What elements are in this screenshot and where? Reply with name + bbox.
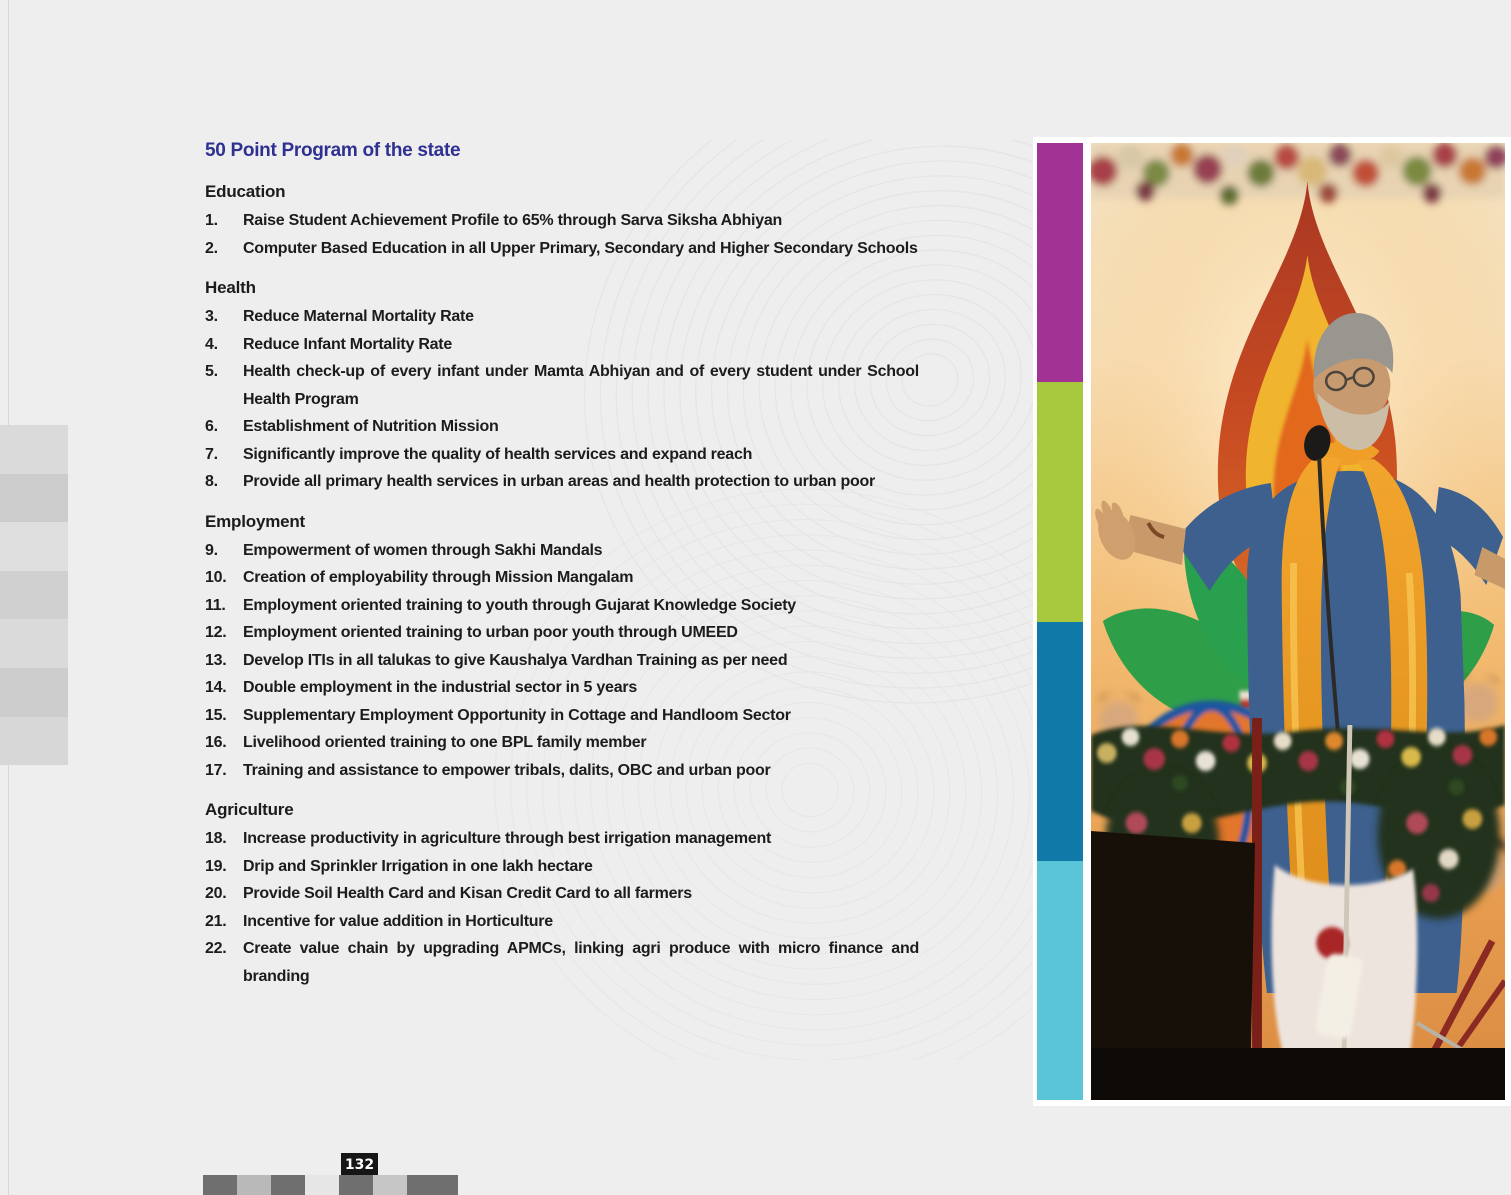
list-item bbox=[205, 935, 919, 990]
section-items bbox=[205, 825, 919, 990]
item-text: Create value chain by upgrading APMCs, linking agri produce with micro finance and branding bbox=[243, 940, 919, 985]
item-text: Training and assistance to empower tribals, dalits, OBC and urban poor bbox=[243, 761, 771, 779]
accent-bar-strip bbox=[1037, 143, 1083, 1100]
list-item bbox=[205, 537, 919, 565]
program-sections bbox=[205, 182, 919, 990]
list-item bbox=[205, 702, 919, 730]
content-column bbox=[205, 140, 919, 990]
list-item bbox=[205, 757, 919, 785]
item-number: 17. bbox=[205, 761, 227, 779]
item-number: 10. bbox=[205, 569, 227, 586]
list-item bbox=[205, 853, 919, 881]
item-text: Reduce Maternal Mortality Rate bbox=[243, 308, 474, 325]
list-item bbox=[205, 358, 919, 413]
item-number: 7. bbox=[205, 445, 218, 463]
item-number: 14. bbox=[205, 679, 227, 696]
list-item bbox=[205, 908, 919, 936]
item-number: 3. bbox=[205, 308, 218, 325]
item-text: Supplementary Employment Opportunity in Cottage and Handloom Sector bbox=[243, 706, 791, 724]
item-number: 21. bbox=[205, 912, 227, 930]
section-heading: Health bbox=[205, 278, 256, 297]
left-deco-strip bbox=[0, 425, 68, 765]
item-text: Significantly improve the quality of health services and expand reach bbox=[243, 445, 753, 463]
item-text: Raise Student Achievement Profile to 65% through Sarva Siksha Abhiyan bbox=[243, 212, 783, 229]
item-number: 4. bbox=[205, 335, 218, 353]
list-item bbox=[205, 235, 919, 263]
deco-block bbox=[0, 571, 68, 620]
footer-checker-strip bbox=[203, 1175, 458, 1195]
deco-block bbox=[0, 668, 68, 717]
list-item bbox=[205, 207, 919, 235]
item-text: Empowerment of women through Sakhi Mandals bbox=[243, 541, 603, 559]
list-item bbox=[205, 468, 919, 496]
item-number: 11. bbox=[205, 596, 226, 614]
checker-square bbox=[237, 1175, 271, 1195]
accent-bar-blue bbox=[1037, 622, 1083, 861]
item-number: 12. bbox=[205, 624, 227, 641]
item-text: Provide all primary health services in urban areas and health protection to urban poor bbox=[243, 473, 875, 490]
item-text: Reduce Infant Mortality Rate bbox=[243, 335, 453, 353]
list-item bbox=[205, 825, 919, 853]
section bbox=[205, 278, 919, 496]
item-text: Health check-up of every infant under Mamta Abhiyan and of every student under School Health Program bbox=[243, 363, 919, 408]
list-item bbox=[205, 564, 919, 592]
list-item bbox=[205, 619, 919, 647]
item-text: Livelihood oriented training to one BPL family member bbox=[243, 734, 647, 751]
section-heading: Agriculture bbox=[205, 800, 294, 819]
item-text: Develop ITIs in all talukas to give Kaushalya Vardhan Training as per need bbox=[243, 651, 788, 669]
item-number: 22. bbox=[205, 940, 227, 957]
item-text: Increase productivity in agriculture through best irrigation management bbox=[243, 830, 772, 847]
section-items bbox=[205, 537, 919, 785]
deco-block bbox=[0, 425, 68, 474]
item-text: Creation of employability through Mission Mangalam bbox=[243, 569, 634, 586]
checker-square bbox=[407, 1175, 458, 1195]
item-number: 15. bbox=[205, 706, 227, 724]
accent-bar-magenta bbox=[1037, 143, 1083, 382]
deco-block bbox=[0, 474, 68, 523]
item-number: 16. bbox=[205, 734, 227, 751]
item-number: 8. bbox=[205, 473, 218, 490]
list-item bbox=[205, 729, 919, 757]
deco-block bbox=[0, 522, 68, 571]
item-number: 2. bbox=[205, 239, 218, 257]
section-heading: Employment bbox=[205, 511, 306, 531]
section bbox=[205, 800, 919, 990]
item-text: Provide Soil Health Card and Kisan Credit Card to all farmers bbox=[243, 885, 692, 902]
item-number: 20. bbox=[205, 885, 227, 902]
accent-bar-teal bbox=[1037, 861, 1083, 1100]
checker-square bbox=[271, 1175, 305, 1195]
page-title: 50 Point Program of the state bbox=[205, 140, 461, 161]
section-heading: Education bbox=[205, 182, 286, 201]
list-item bbox=[205, 441, 919, 469]
item-number: 6. bbox=[205, 418, 218, 435]
deco-block bbox=[0, 717, 68, 766]
checker-square bbox=[339, 1175, 373, 1195]
section bbox=[205, 182, 919, 262]
checker-square bbox=[305, 1175, 339, 1195]
item-number: 19. bbox=[205, 857, 227, 875]
section bbox=[205, 512, 919, 785]
item-text: Employment oriented training to youth through Gujarat Knowledge Society bbox=[243, 596, 796, 614]
list-item bbox=[205, 647, 919, 675]
item-number: 18. bbox=[205, 830, 227, 847]
item-number: 5. bbox=[205, 363, 218, 380]
list-item bbox=[205, 674, 919, 702]
list-item bbox=[205, 413, 919, 441]
item-number: 9. bbox=[205, 541, 218, 559]
item-text: Double employment in the industrial sector in 5 years bbox=[243, 679, 637, 696]
item-text: Establishment of Nutrition Mission bbox=[243, 418, 499, 435]
page-number-badge: 132 bbox=[341, 1153, 378, 1178]
item-number: 13. bbox=[205, 651, 227, 669]
list-item bbox=[205, 880, 919, 908]
item-text: Drip and Sprinkler Irrigation in one lakh hectare bbox=[243, 857, 593, 875]
section-items bbox=[205, 207, 919, 262]
accent-bar-green bbox=[1037, 382, 1083, 621]
event-photo bbox=[1091, 143, 1505, 1100]
item-number: 1. bbox=[205, 212, 218, 229]
item-text: Computer Based Education in all Upper Primary, Secondary and Higher Secondary Schools bbox=[243, 239, 918, 257]
list-item bbox=[205, 331, 919, 359]
list-item bbox=[205, 303, 919, 331]
section-items bbox=[205, 303, 919, 496]
checker-square bbox=[373, 1175, 407, 1195]
deco-block bbox=[0, 619, 68, 668]
checker-square bbox=[203, 1175, 237, 1195]
list-item bbox=[205, 592, 919, 620]
item-text: Employment oriented training to urban poor youth through UMEED bbox=[243, 624, 738, 641]
item-text: Incentive for value addition in Horticulture bbox=[243, 912, 553, 930]
